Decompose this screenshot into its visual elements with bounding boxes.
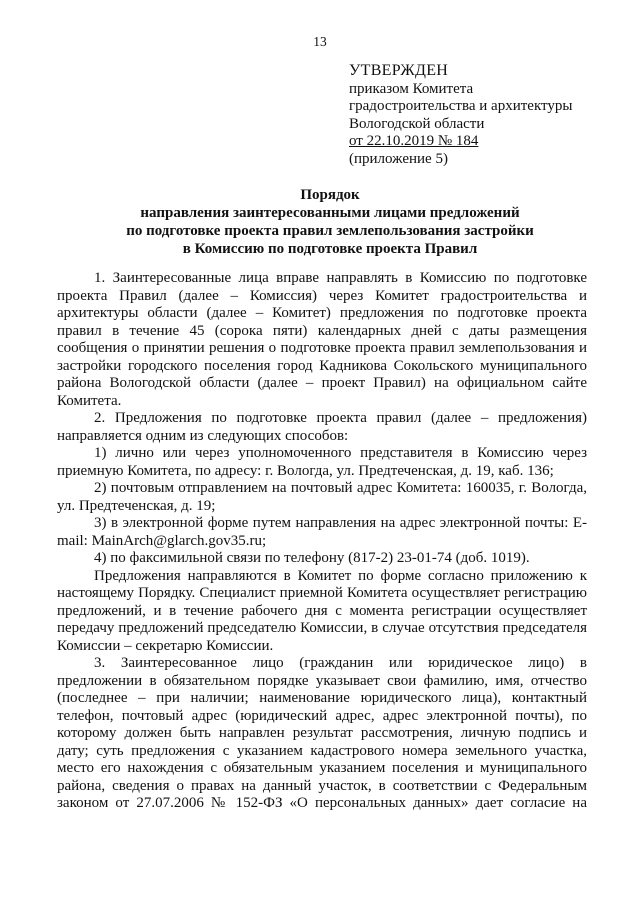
title-line: направления заинтересованными лицами предложений — [140, 205, 520, 221]
approval-appendix: (приложение 5) — [349, 150, 448, 167]
approval-line: Вологодской области — [349, 115, 485, 132]
document-body — [57, 270, 587, 813]
paragraph: 1. Заинтересованные лица вправе направлять в Комиссию по подготовке проекта Правил (далее – Комиссия) через Комитет градостроительства и архитектуры области (далее – Комитет) предложения по подготовке проекта правил в течение 45 (сорока пяти) календарных дней с даты размещения сообщения о принятии решения о подготовке проекта правил землепользования и застройки городского поселения город Кадникова Сокольского муниципального района Вологодской области (далее – проект Правил) на официальном сайте Комитета. — [57, 270, 587, 409]
title-line: в Комиссию по подготовке проекта Правил — [182, 241, 478, 257]
document-title — [60, 186, 600, 258]
approval-block — [349, 62, 609, 168]
title-line: по подготовке проекта правил землепользования застройки — [126, 223, 534, 239]
approval-stamp: УТВЕРЖДЕН — [349, 62, 449, 79]
paragraph: 2) почтовым отправлением на почтовый адрес Комитета: 160035, г. Вологда, ул. Предтеченская, д. 19; — [57, 480, 587, 514]
title-line: Порядок — [300, 187, 360, 203]
paragraph: 2. Предложения по подготовке проекта правил (далее – предложения) направляется одним из следующих способов: — [57, 410, 587, 444]
page-number: 13 — [313, 34, 327, 49]
paragraph: 4) по факсимильной связи по телефону (817-2) 23-01-74 (доб. 1019). — [94, 550, 530, 566]
approval-date-number: от 22.10.2019 № 184 — [349, 133, 479, 149]
approval-line: приказом Комитета — [349, 80, 474, 97]
approval-line: градостроительства и архитектуры — [349, 98, 573, 114]
paragraph: 3. Заинтересованное лицо (гражданин или юридическое лицо) в предложении в обязательном порядке указывает свои фамилию, имя, отчество (последнее – при наличии; наименование юридического лица), контактный телефон, почтовый адрес (юридический адрес, адрес электронной почты), по которому должен быть направлен результат рассмотрения, личную подпись и дату; суть предложения с указанием кадастрового номера земельного участка, место его нахождения с обязательным указанием поселения и муниципального района, сведения о правах на данный участок, в соответствии с Федеральным законом от 27.07.2006 № 152-ФЗ «О персональных данных» дает согласие на — [57, 655, 587, 811]
paragraph: 1) лично или через уполномоченного представителя в Комиссию через приемную Комитета, по адресу: г. Вологда, ул. Предтеченская, д. 19, каб. 136; — [57, 445, 587, 479]
paragraph: Предложения направляются в Комитет по форме согласно приложению к настоящему Порядку. Специалист приемной Комитета осуществляет регистрацию предложений, и в течение рабочего дня с момента регистрации осуществляет передачу предложений председателю Комиссии, в случае отсутствия председателя Комиссии – секретарю Комиссии. — [57, 567, 587, 654]
paragraph: 3) в электронной форме путем направления на адрес электронной почты: E-mail: MainArch@glarch.gov35.ru; — [57, 515, 587, 549]
